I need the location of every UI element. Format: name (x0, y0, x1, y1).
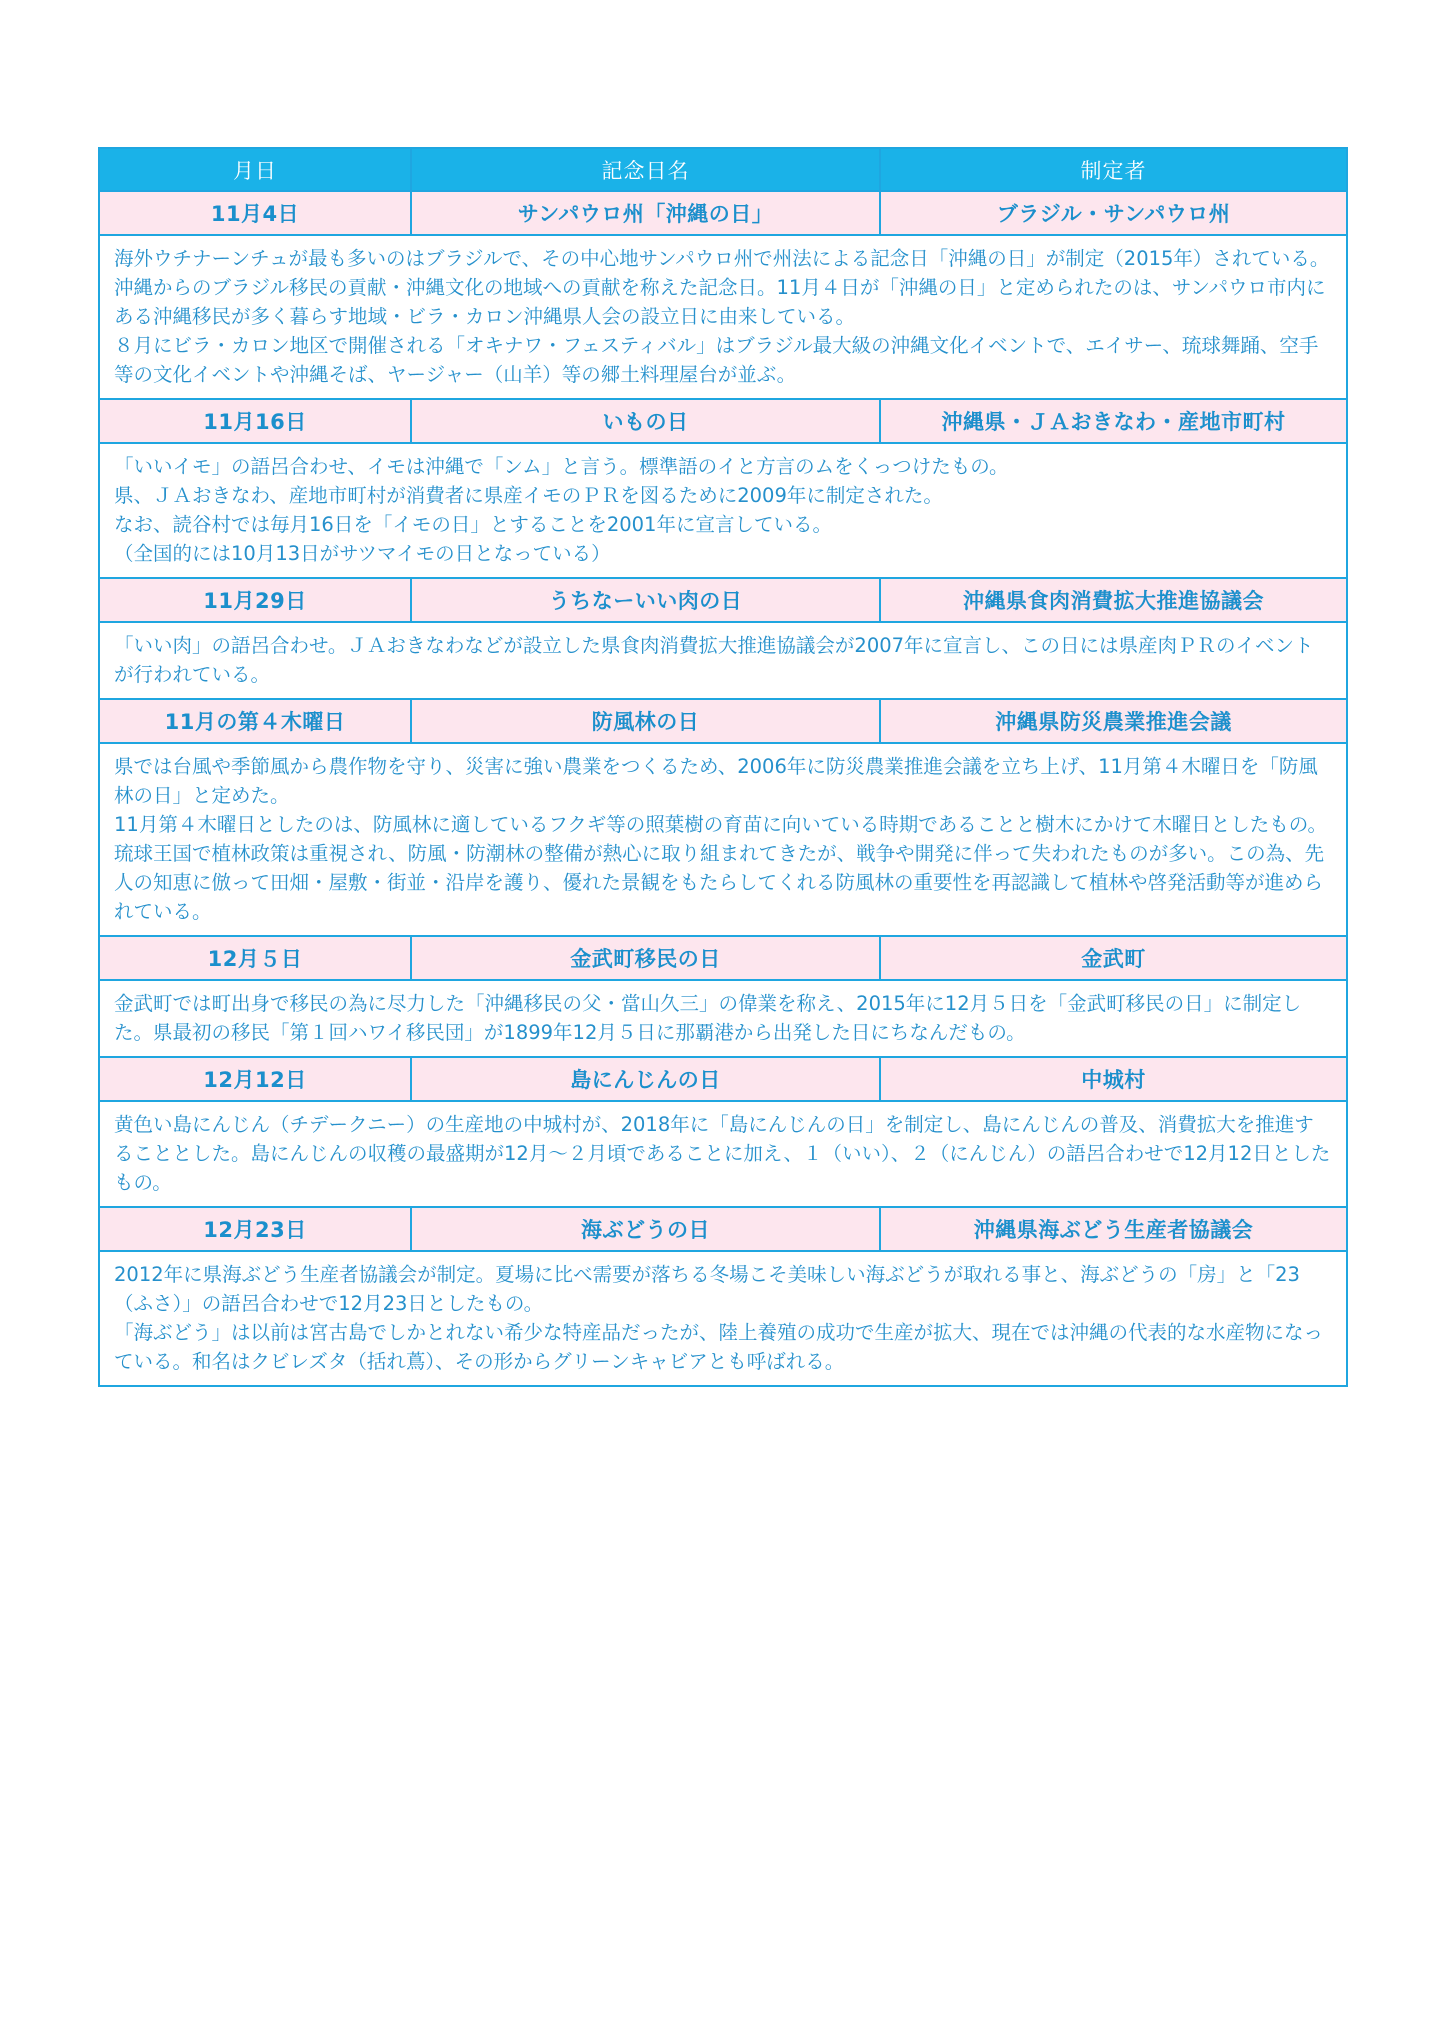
entry-organizer: ブラジル・サンパウロ州 (880, 191, 1347, 235)
header-date: 月日 (99, 148, 411, 191)
commemoration-table (98, 147, 1348, 1387)
entry-name: サンパウロ州「沖縄の日」 (411, 191, 880, 235)
description-paragraph: 黄色い島にんじん（チデークニー）の生産地の中城村が、2018年に「島にんじんの日」を制定し、島にんじんの普及、消費拡大を推進することとした。島にんじんの収穫の最盛期が12月〜２月頃であることに加え、１（いい）、２（にんじん）の語呂合わせで12月12日としたもの。 (114, 1113, 1331, 1194)
description-paragraph: 金武町では町出身で移民の為に尽力した「沖縄移民の父・當山久三」の偉業を称え、2015年に12月５日を「金武町移民の日」に制定した。県最初の移民「第１回ハワイ移民団」が1899年12月５日に那覇港から出発した日にちなんだもの。 (114, 992, 1302, 1044)
entry-title-row (99, 578, 1347, 622)
description-paragraph: 海外ウチナーンチュが最も多いのはブラジルで、その中心地サンパウロ州で州法による記念日「沖縄の日」が制定（2015年）されている。沖縄からのブラジル移民の貢献・沖縄文化の地域への貢献を称えた記念日。11月４日が「沖縄の日」と定められたのは、サンパウロ市内にある沖縄移民が多く暮らす地域・ビラ・カロン沖縄県人会の設立日に由来している。 (114, 247, 1330, 328)
entry-description (99, 1101, 1347, 1207)
entry-organizer: 沖縄県食肉消費拡大推進協議会 (880, 578, 1347, 622)
entry-description (99, 743, 1347, 936)
entry-description (99, 980, 1347, 1057)
description-paragraph: 「海ぶどう」は以前は宮古島でしかとれない希少な特産品だったが、陸上養殖の成功で生産が拡大、現在では沖縄の代表的な水産物になっている。和名はクビレズタ（括れ蔦）、その形からグリーンキャビアとも呼ばれる。 (114, 1321, 1324, 1373)
description-paragraph: 県、ＪＡおきなわ、産地市町村が消費者に県産イモのＰＲを図るために2009年に制定された。 (114, 484, 943, 507)
entry-name: うちなーいい肉の日 (411, 578, 880, 622)
entry-name: 海ぶどうの日 (411, 1207, 880, 1251)
description-paragraph: 「いい肉」の語呂合わせ。ＪＡおきなわなどが設立した県食肉消費拡大推進協議会が2007年に宣言し、この日には県産肉ＰＲのイベントが行われている。 (114, 634, 1314, 686)
entry-description (99, 235, 1347, 399)
commemoration-table-container (98, 147, 1346, 1387)
entry-name: 島にんじんの日 (411, 1057, 880, 1101)
entry-date: 12月23日 (99, 1207, 411, 1251)
entry-date: 11月29日 (99, 578, 411, 622)
header-org: 制定者 (880, 148, 1347, 191)
entry-description-row (99, 980, 1347, 1057)
entry-description-row (99, 1251, 1347, 1386)
header-name: 記念日名 (411, 148, 880, 191)
entry-date: 11月16日 (99, 399, 411, 443)
description-paragraph: ８月にビラ・カロン地区で開催される「オキナワ・フェスティバル」はブラジル最大級の沖縄文化イベントで、エイサー、琉球舞踊、空手等の文化イベントや沖縄そば、ヤージャー（山羊）等の郷土料理屋台が並ぶ。 (114, 334, 1319, 386)
entry-organizer: 沖縄県海ぶどう生産者協議会 (880, 1207, 1347, 1251)
entry-title-row (99, 1207, 1347, 1251)
entry-organizer: 中城村 (880, 1057, 1347, 1101)
description-paragraph: 11月第４木曜日としたのは、防風林に適しているフクギ等の照葉樹の育苗に向いている時期であることと樹木にかけて木曜日としたもの。 (114, 813, 1327, 836)
table-body (99, 148, 1347, 1386)
entry-title-row (99, 699, 1347, 743)
entry-date: 12月12日 (99, 1057, 411, 1101)
entry-title-row (99, 191, 1347, 235)
entry-name: 金武町移民の日 (411, 936, 880, 980)
description-paragraph: 2012年に県海ぶどう生産者協議会が制定。夏場に比べ需要が落ちる冬場こそ美味しい海ぶどうが取れる事と、海ぶどうの「房」と「23（ふさ）」の語呂合わせで12月23日としたもの。 (114, 1263, 1300, 1315)
entry-description-row (99, 1101, 1347, 1207)
entry-name: 防風林の日 (411, 699, 880, 743)
entry-description (99, 622, 1347, 699)
entry-description (99, 1251, 1347, 1386)
entry-date: 11月4日 (99, 191, 411, 235)
description-paragraph: 県では台風や季節風から農作物を守り、災害に強い農業をつくるため、2006年に防災農業推進会議を立ち上げ、11月第４木曜日を「防風林の日」と定めた。 (114, 755, 1318, 807)
entry-description-row (99, 443, 1347, 578)
table-header-row (99, 148, 1347, 191)
entry-organizer: 沖縄県防災農業推進会議 (880, 699, 1347, 743)
entry-title-row (99, 399, 1347, 443)
description-paragraph: （全国的には10月13日がサツマイモの日となっている） (114, 542, 611, 565)
description-paragraph: なお、読谷村では毎月16日を「イモの日」とすることを2001年に宣言している。 (114, 513, 832, 536)
entry-description-row (99, 235, 1347, 399)
entry-title-row (99, 1057, 1347, 1101)
entry-organizer: 沖縄県・ＪＡおきなわ・産地市町村 (880, 399, 1347, 443)
entry-description-row (99, 743, 1347, 936)
entry-organizer: 金武町 (880, 936, 1347, 980)
entry-title-row (99, 936, 1347, 980)
entry-date: 12月５日 (99, 936, 411, 980)
entry-date: 11月の第４木曜日 (99, 699, 411, 743)
description-paragraph: 「いいイモ」の語呂合わせ、イモは沖縄で「ンム」と言う。標準語のイと方言のムをくっつけたもの。 (114, 455, 1009, 478)
entry-description-row (99, 622, 1347, 699)
description-paragraph: 琉球王国で植林政策は重視され、防風・防潮林の整備が熱心に取り組まれてきたが、戦争や開発に伴って失われたものが多い。この為、先人の知恵に倣って田畑・屋敷・街並・沿岸を護り、優れた景観をもたらしてくれる防風林の重要性を再認識して植林や啓発活動等が進められている。 (114, 842, 1325, 923)
entry-description (99, 443, 1347, 578)
entry-name: いもの日 (411, 399, 880, 443)
